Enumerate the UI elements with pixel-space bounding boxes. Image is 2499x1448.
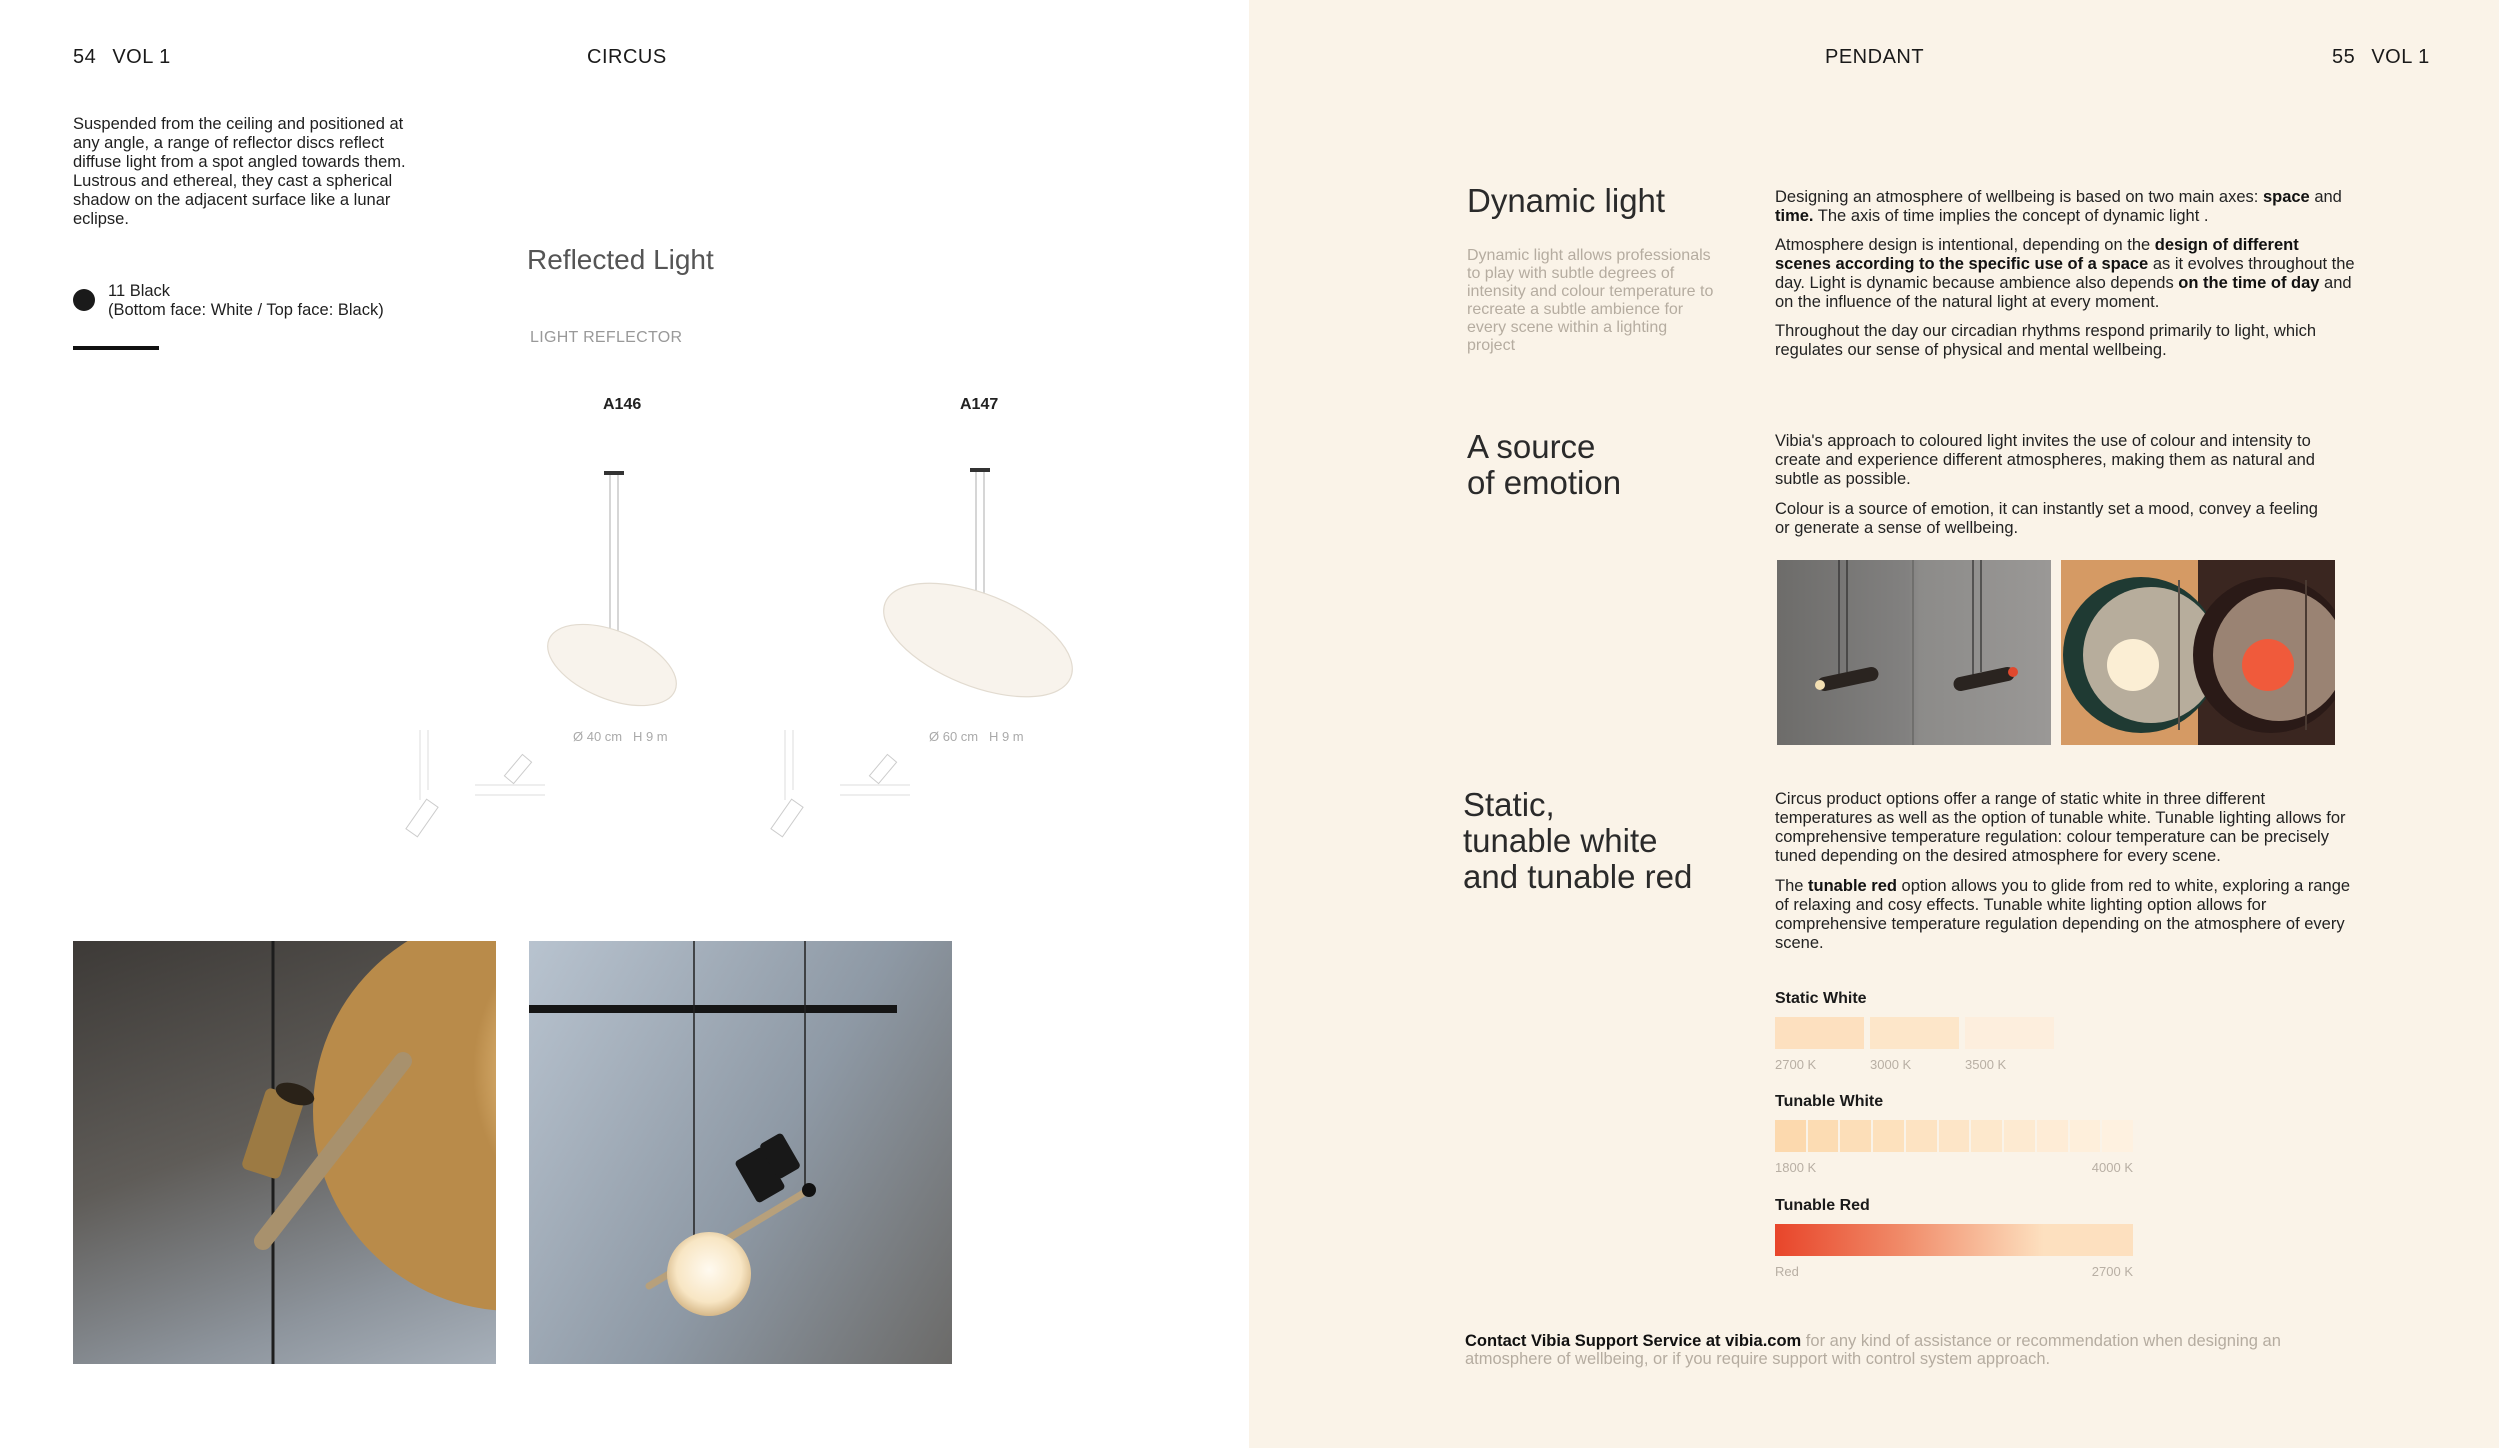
finish-info [108, 282, 448, 320]
tunable-red-min-label: Red [1775, 1264, 1799, 1279]
tunable-white-title: Tunable White [1775, 1093, 1884, 1110]
photo-closeup-fixture [73, 941, 496, 1364]
product-drawing-a146 [400, 460, 720, 850]
label-2700k: 2700 K [1775, 1057, 1817, 1072]
static-white-title: Static White [1775, 990, 1867, 1007]
dynamic-light-body [1775, 188, 2355, 360]
contact-rest: for any kind of assistance or recommendation when designing an atmosphere of wellbeing, or if you require support with control system approach. [1465, 1332, 2281, 1368]
tunable-white-segment [1840, 1120, 1871, 1152]
emotion-paragraph-2: Colour is a source of emotion, it can instantly set a mood, convey a feeling or generate a sense of wellbeing. [1775, 500, 2318, 537]
product-dims-a147: Ø 60 cm H 9 m [929, 729, 1024, 744]
label-3500k: 3500 K [1965, 1057, 2007, 1072]
emotion-paragraph-1: Vibia's approach to coloured light invites the use of colour and intensity to create and experience different atmospheres, making them as natural and subtle as possible. [1775, 432, 2315, 488]
right-section-title: PENDANT [1825, 46, 1925, 68]
dynamic-paragraph-3: Throughout the day our circadian rhythms respond primarily to light, which regulates our sense of physical and mental wellbeing. [1775, 322, 2317, 359]
tunable-white-segment [1939, 1120, 1970, 1152]
dynamic-light-subtitle: Dynamic light allows professionals to play with subtle degrees of intensity and colour temperature to recreate a subtle ambience for every scene within a lighting project [1467, 247, 1714, 354]
static-paragraph-2: The tunable red option allows you to glide from red to white, exploring a range of relaxing and cosy effects. Tunable white lighting option allows for comprehensive temperature regulation depending on the atmosphere of every scene. [1775, 877, 2351, 952]
subtitle-reflected-light: Reflected Light [527, 244, 714, 275]
tunable-white-segment [1906, 1120, 1937, 1152]
tunable-white-segment [2102, 1120, 2133, 1152]
swatch-2700k [1775, 1017, 1864, 1049]
product-description: Suspended from the ceiling and positioned at any angle, a range of reflector discs reflect diffuse light from a spot angled towards them. Lustrous and ethereal, they cast a spherical shadow on the adjacent surface like a lunar eclipse. [73, 115, 406, 228]
product-code-a146: A146 [603, 396, 642, 413]
left-volume: VOL 1 [112, 46, 171, 68]
left-page [0, 0, 1249, 1448]
left-page-num: 54 [73, 46, 97, 68]
swatch-3500k [1965, 1017, 2054, 1049]
tunable-red-gradient [1775, 1224, 2133, 1256]
right-page-num: 55 [2332, 46, 2356, 68]
heading-source-of-emotion [1467, 429, 1621, 501]
product-drawing-a147 [765, 460, 1095, 850]
contact-link[interactable]: Contact Vibia Support Service at vibia.com [1465, 1332, 1802, 1350]
finish-underline [73, 346, 159, 350]
tunable-white-max-label: 4000 K [2091, 1160, 2133, 1175]
dynamic-paragraph-1: Designing an atmosphere of wellbeing is based on two main axes: space and time. The axis of time implies the concept of dynamic light . [1775, 188, 2342, 225]
label-3000k: 3000 K [1870, 1057, 1912, 1072]
static-title-line-3: and tunable red [1463, 858, 1693, 895]
tunable-white-segment [2004, 1120, 2035, 1152]
finish-swatch [73, 289, 95, 311]
right-page-number [2332, 46, 2430, 69]
photo-reflector-discs [2061, 560, 2335, 745]
finish-detail: (Bottom face: White / Top face: Black) [108, 301, 384, 319]
emotion-title-line-2: of emotion [1467, 464, 1622, 501]
photo-pendant-globe [529, 941, 952, 1364]
tunable-white-segment [1775, 1120, 1806, 1152]
emotion-title-line-1: A source [1467, 428, 1596, 465]
static-body [1775, 790, 2355, 953]
heading-static-tunable [1463, 787, 1692, 895]
finish-code: 11 Black [108, 282, 171, 300]
tunable-red-title: Tunable Red [1775, 1197, 1870, 1214]
product-code-a147: A147 [960, 396, 999, 413]
tunable-white-bar [1775, 1120, 2133, 1152]
heading-dynamic-light: Dynamic light [1467, 182, 1666, 219]
right-volume: VOL 1 [2371, 46, 2430, 68]
left-section-title: CIRCUS [587, 46, 667, 68]
tunable-white-segment [2070, 1120, 2101, 1152]
static-title-line-1: Static, [1463, 786, 1555, 823]
tunable-white-segment [1971, 1120, 2002, 1152]
contact-note [1465, 1332, 2305, 1368]
swatch-3000k [1870, 1017, 1959, 1049]
static-white-swatches [1775, 1017, 2054, 1049]
category-label: LIGHT REFLECTOR [530, 329, 683, 346]
tunable-white-segment [1808, 1120, 1839, 1152]
tunable-white-min-label: 1800 K [1775, 1160, 1817, 1175]
emotion-body [1775, 432, 2335, 538]
left-page-number [73, 46, 171, 69]
tunable-white-segment [2037, 1120, 2068, 1152]
tunable-white-segment [1873, 1120, 1904, 1152]
photo-cylinder-lights [1777, 560, 2051, 745]
right-page [1249, 0, 2499, 1448]
product-dims-a146: Ø 40 cm H 9 m [573, 729, 668, 744]
dynamic-paragraph-2: Atmosphere design is intentional, depending on the design of different scenes according to the specific use of a space as it evolves throughout the day. Light is dynamic because ambience also depends on the time of day and on the influence of the natural light at every moment. [1775, 236, 2355, 311]
static-paragraph-1: Circus product options offer a range of static white in three different temperatures as well as the option of tunable white. Tunable lighting allows for comprehensive temperature regulation: colour temperature can be precisely tuned depending on the desired atmosphere for every scene. [1775, 790, 2346, 865]
static-title-line-2: tunable white [1463, 822, 1658, 859]
tunable-red-max-label: 2700 K [2091, 1264, 2133, 1279]
